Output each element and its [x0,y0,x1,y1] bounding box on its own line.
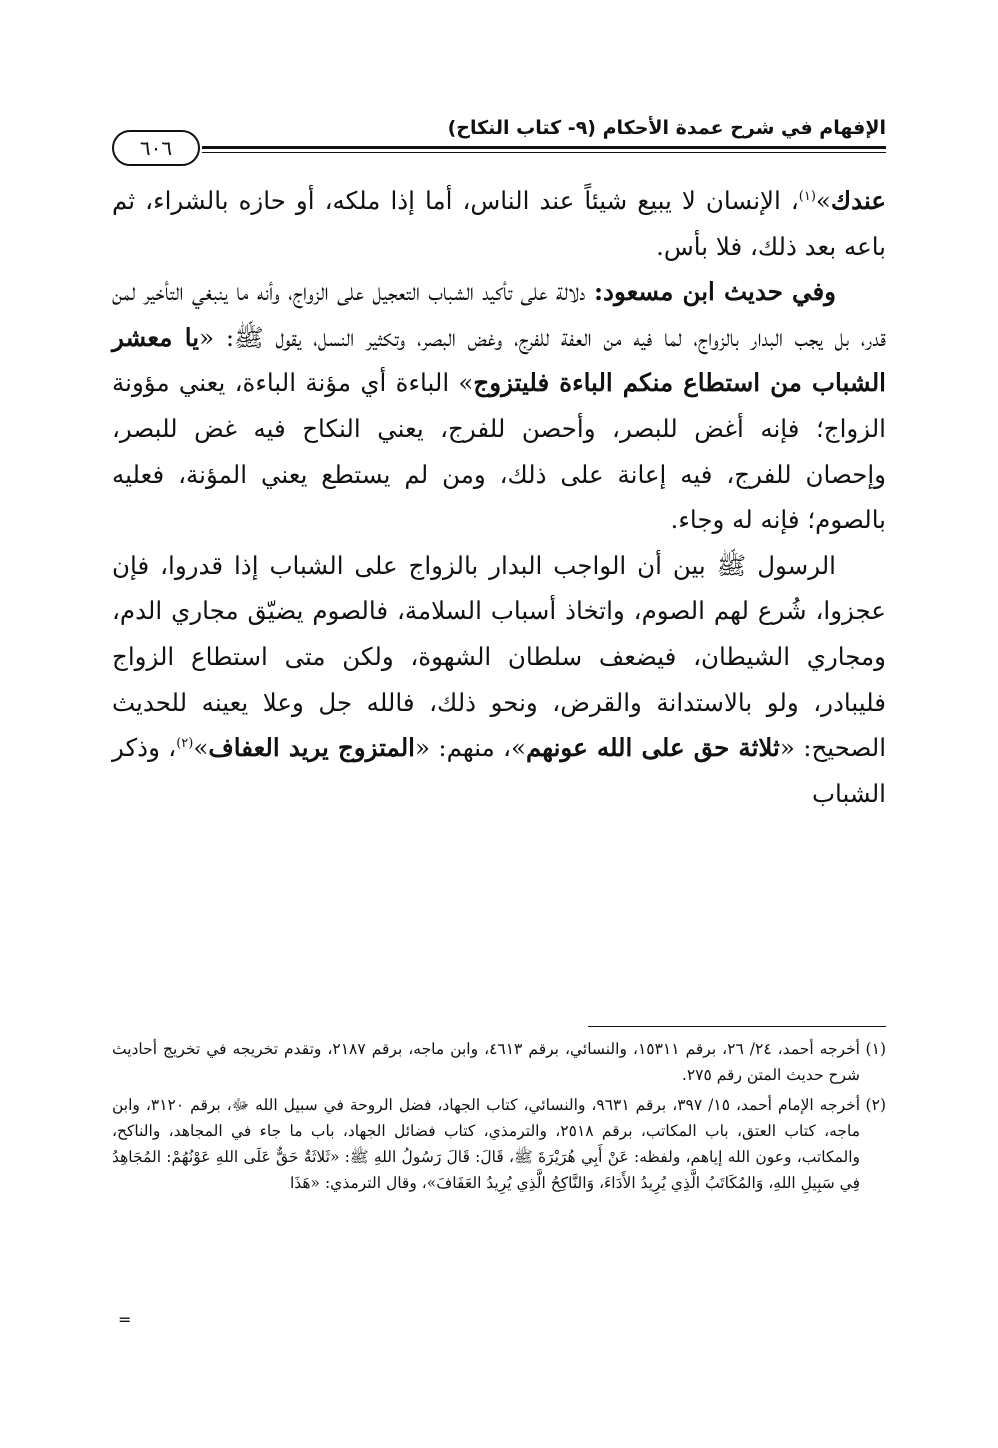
page-number: ٦٠٦ [112,130,200,166]
footnote-number: (١) [865,1040,886,1058]
footnote-1 [112,1036,886,1088]
main-text [112,178,886,816]
footnote-2 [112,1092,886,1196]
header-rule-thin [202,152,886,153]
hadith-quote: المتزوج يريد العفاف [208,733,415,763]
bold-phrase: عندك [830,186,886,215]
footnote-text: أخرجه الإمام أحمد، ١٥/ ٣٩٧، برقم ٩٦٣١، والنسائي، كتاب الجهاد، فضل الروحة في سبيل الله ﷻ، برقم ٣١٢٠، وابن ماجه، كتاب العتق، باب المكاتب، برقم ٢٥١٨، والترمذي، كتاب فضائل الجهاد، باب ما جاء في المجاهد، والناكح، والمكاتب، وعون الله إياهم، ولفظه: عَنْ أَبِي هُرَيْرَةَ ﷺ، قَالَ: قَالَ رَسُولُ اللهِ ﷺ: «ثَلاثَةٌ حَقٌّ عَلَى اللهِ عَوْنُهُمْ: المُجَاهِدُ فِي سَبِيلِ اللهِ، وَالمُكَاتَبُ الَّذِي يُرِيدُ الأَدَاءَ، وَالنَّاكِحُ الَّذِي يُرِيدُ العَفَافَ»، وقال الترمذي: «هَذَا [112,1096,861,1192]
text-run: »، منهم: « [414,733,526,763]
page-header [112,112,886,172]
text-run: دلالة على تأكيد الشباب التعجيل على الزواج، وأنه ما ينبغي التأخير لمن قدر، بل يجب البدار بالزواج، لما فيه من العفة للفرج، وغض البصر، وتكثير النسل، يقول ﷺ: « [112,277,886,352]
text-run: » الباءة أي مؤنة الباءة، يعني مؤونة الزواج؛ فإنه أغض للبصر، وأحصن للفرج، يعني النكاح فيه غض للبصر، وإحصان للفرج، فيه إعانة على ذلك، ومن لم يستطع يعني المؤنة، فعليه بالصوم؛ فإنه له وجاء. [112,368,886,535]
bold-phrase: وفي حديث ابن مسعود: [593,277,836,307]
running-title: الإفهام في شرح عمدة الأحكام (٩- كتاب النكاح) [447,117,886,139]
paragraph-2 [112,269,886,543]
paragraph-3 [112,543,886,817]
continuation-mark: = [118,1310,132,1329]
text-run: ، الإنسان لا يبيع شيئاً عند الناس، أما إذا ملكه، أو حازه بالشراء، ثم باعه بعد ذلك، فلا بأس. [112,186,886,261]
hadith-quote: يا معشر الشباب من استطاع منكم الباءة فليتزوج [112,322,886,398]
text-run: ، وذكر الشباب [112,733,886,808]
footnote-ref-2: (٢) [176,735,194,751]
footnotes [112,1036,886,1200]
footnote-number: (٢) [865,1096,886,1114]
paragraph-1 [112,178,886,269]
footnote-ref-1: (١) [798,188,816,204]
footnote-text: أخرجه أحمد، ٢٤/ ٢٦، برقم ١٥٣١١، والنسائي، برقم ٤٦١٣، وابن ماجه، برقم ٢١٨٧، وتقدم تخريجه في تخريج أحاديث شرح حديث المتن رقم ٢٧٥. [112,1040,860,1084]
footnote-separator [588,1026,886,1027]
hadith-quote: ثلاثة حق على الله عونهم [526,733,780,763]
header-rule-thick [202,146,886,149]
text-run: » [193,733,209,763]
text-run: الرسول ﷺ بين أن الواجب البدار بالزواج على الشباب إذا قدروا، فإن عجزوا، شُرع لهم الصوم، واتخاذ أسباب السلامة، فالصوم يضيّق مجاري الدم، ومجاري الشيطان، فيضعف سلطان الشهوة، ولكن متى استطاع الزواج فليبادر، ولو بالاستدانة والقرض، ونحو ذلك، فالله جل وعلا يعينه للحديث الصحيح: « [112,550,886,763]
text-run: » [815,186,831,215]
